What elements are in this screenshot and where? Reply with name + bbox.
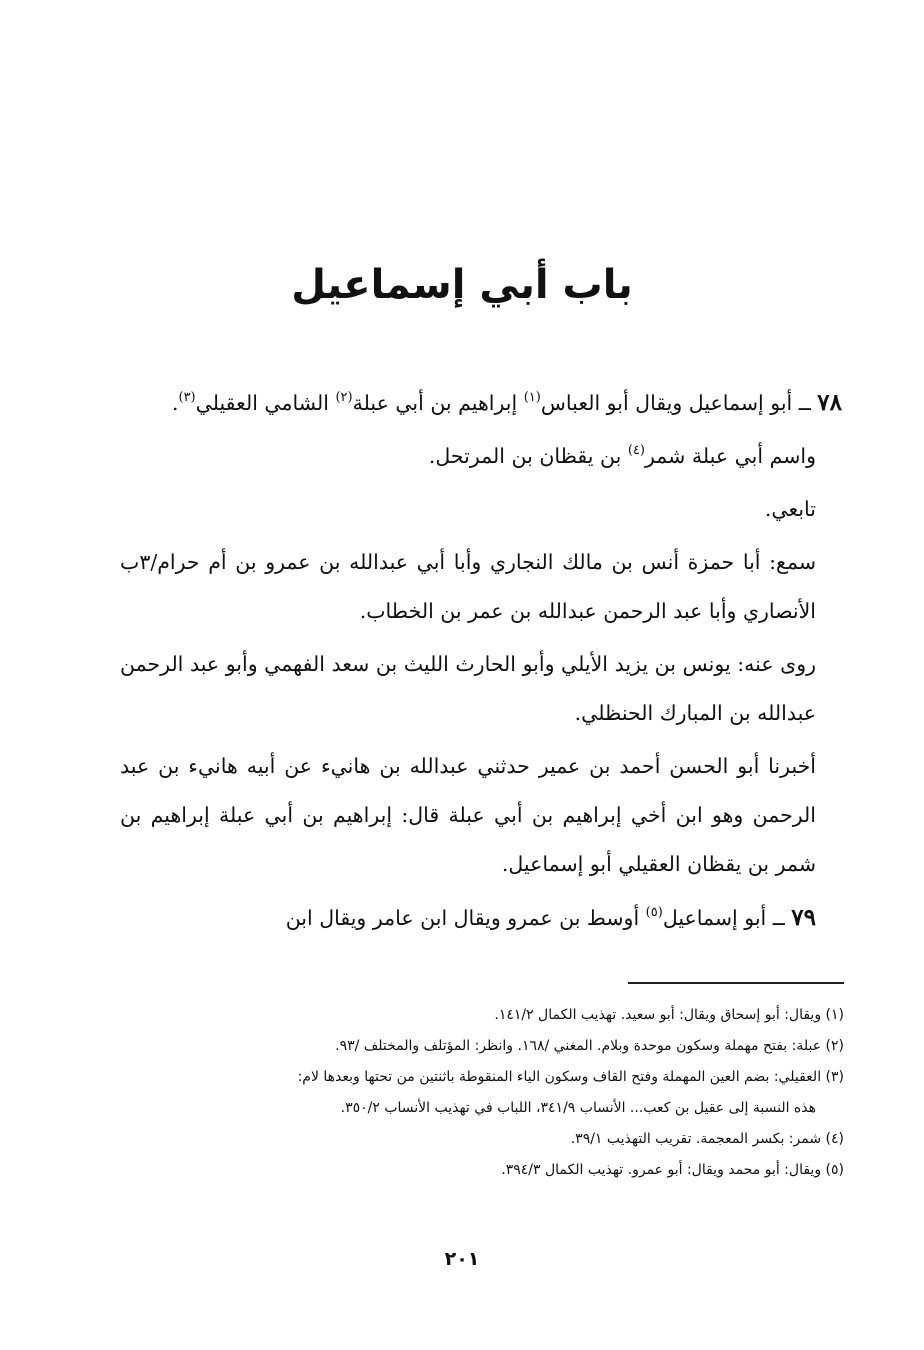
entry-79-text-a: ــ أبو إسماعيل xyxy=(662,906,792,930)
footnote-ref-1: (١) xyxy=(523,390,541,405)
paragraph-name-text-a: واسم أبي عبلة شمر xyxy=(645,444,816,468)
entry-79-text-b: أوسط بن عمرو ويقال ابن عامر ويقال ابن xyxy=(285,906,646,930)
footnote-divider xyxy=(628,982,844,984)
paragraph-tabii: تابعي. xyxy=(764,497,816,521)
entry-78-text-d: . xyxy=(171,391,179,415)
footnote-ref-5: (٥) xyxy=(645,905,663,920)
main-text xyxy=(120,378,842,947)
footnote-ref-3: (٣) xyxy=(178,390,196,405)
entry-number-78: ٧٨ xyxy=(817,389,842,416)
footnote-2: (٢) عبلة: بفتح مهملة وسكون موحدة وبلام. المغني /١٦٨. وانظر: المؤتلف والمختلف /٩٣. xyxy=(335,1038,844,1054)
footnote-4: (٤) شمر: بكسر المعجمة. تقريب التهذيب ٣٩/١. xyxy=(570,1131,844,1147)
page-number: ٢٠١ xyxy=(444,1248,480,1270)
entry-78-heading xyxy=(120,378,842,428)
footnote-1: (١) ويقال: أبو إسحاق ويقال: أبو سعيد. تهذيب الكمال ١٤١/٢. xyxy=(494,1007,844,1023)
footnote-3: (٣) العقيلي: بضم العين المهملة وفتح القاف وسكون الياء المنقوطة باثنتين من تحتها وبعدها لام: xyxy=(297,1069,844,1085)
paragraph-name-text-b: بن يقظان بن المرتحل. xyxy=(428,444,628,468)
paragraph-narrated-from-him: روى عنه: يونس بن يزيد الأيلي وأبو الحارث الليث بن سعد الفهمي وأبو عبد الرحمن عبدالله بن المبارك الحنظلي. xyxy=(120,652,816,725)
entry-number-79: ٧٩ xyxy=(791,904,816,931)
paragraph-heard-from: سمع: أبا حمزة أنس بن مالك النجاري وأبا أبي عبدالله بن عمرو بن أم حرام/٣ب الأنصاري وأبا عبد الرحمن عبدالله بن عمر بن الخطاب. xyxy=(120,550,816,623)
entry-78-text-a: ــ أبو إسماعيل ويقال أبو العباس xyxy=(540,391,818,415)
entry-78-text-b: إبراهيم بن أبي عبلة xyxy=(352,391,524,415)
footnote-ref-2: (٢) xyxy=(335,390,353,405)
footnotes xyxy=(120,1000,844,1186)
footnote-ref-4: (٤) xyxy=(627,443,645,458)
entry-78-text-c: الشامي العقيلي xyxy=(195,391,336,415)
paragraph-isnad: أخبرنا أبو الحسن أحمد بن عمير حدثني عبدالله بن هانيء عن أبيه هانيء بن عبد الرحمن وهو ابن أخي إبراهيم بن أبي عبلة قال: إبراهيم بن أبي عبلة إبراهيم بن شمر بن يقظان العقيلي أبو إسماعيل. xyxy=(120,754,816,876)
paragraph-name xyxy=(120,432,842,481)
entry-79-heading xyxy=(120,893,842,943)
footnote-3-continued: هذه النسبة إلى عقيل بن كعب... الأنساب ٣٤١/٩، اللباب في تهذيب الأنساب ٣٥٠/٢. xyxy=(340,1100,816,1116)
footnote-5: (٥) ويقال: أبو محمد ويقال: أبو عمرو. تهذيب الكمال ٣٩٤/٣. xyxy=(501,1162,844,1178)
chapter-title: باب أبي إسماعيل xyxy=(291,262,633,308)
